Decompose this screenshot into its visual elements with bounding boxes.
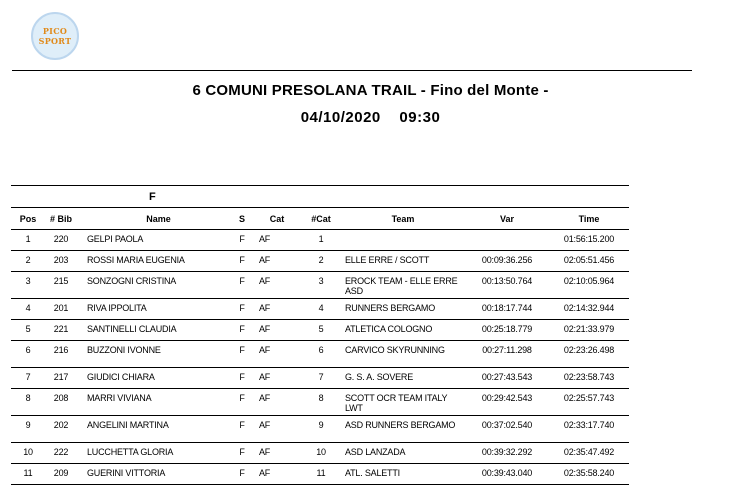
- table-row: [11, 320, 629, 341]
- col-header-team: Team: [341, 208, 465, 230]
- col-header-name: Name: [77, 208, 231, 230]
- cell-var: 00:27:43.543: [465, 368, 549, 389]
- cell-bib: 220: [45, 230, 77, 251]
- cell-sex: F: [231, 443, 253, 464]
- cell-time: 02:10:05.964: [549, 272, 629, 299]
- table-row: [11, 464, 629, 485]
- cell-time: 02:23:26.498: [549, 341, 629, 368]
- col-header-time: Time: [549, 208, 629, 230]
- cell-cat: AF: [253, 299, 301, 320]
- cell-ncat: 6: [301, 341, 341, 368]
- cell-ncat: 1: [301, 230, 341, 251]
- cell-sex: F: [231, 464, 253, 485]
- cell-name: LUCCHETTA GLORIA: [77, 443, 231, 464]
- cell-cat: AF: [253, 230, 301, 251]
- cell-var: 00:13:50.764: [465, 272, 549, 299]
- cell-ncat: 10: [301, 443, 341, 464]
- cell-bib: 202: [45, 416, 77, 443]
- cell-var: 00:27:11.298: [465, 341, 549, 368]
- cell-sex: F: [231, 320, 253, 341]
- category-header-row: [11, 186, 629, 208]
- cell-bib: 209: [45, 464, 77, 485]
- col-header-sex: S: [231, 208, 253, 230]
- col-header-pos: Pos: [11, 208, 45, 230]
- cell-ncat: 5: [301, 320, 341, 341]
- cell-var: 00:29:42.543: [465, 389, 549, 416]
- cell-cat: AF: [253, 341, 301, 368]
- cell-var: 00:25:18.779: [465, 320, 549, 341]
- cell-sex: F: [231, 368, 253, 389]
- col-header-bib: # Bib: [45, 208, 77, 230]
- cell-name: BUZZONI IVONNE: [77, 341, 231, 368]
- cell-bib: 201: [45, 299, 77, 320]
- cell-cat: AF: [253, 416, 301, 443]
- cell-team: ATL. SALETTI: [341, 464, 465, 485]
- cell-pos: 9: [11, 416, 45, 443]
- col-header-ncat: #Cat: [301, 208, 341, 230]
- table-row: [11, 389, 629, 416]
- cell-sex: F: [231, 341, 253, 368]
- cell-name: GUERINI VITTORIA: [77, 464, 231, 485]
- pico-sport-logo: [31, 12, 79, 60]
- cell-ncat: 2: [301, 251, 341, 272]
- cell-name: MARRI VIVIANA: [77, 389, 231, 416]
- cell-cat: AF: [253, 443, 301, 464]
- cell-name: GELPI PAOLA: [77, 230, 231, 251]
- cell-name: ROSSI MARIA EUGENIA: [77, 251, 231, 272]
- cell-team: ELLE ERRE / SCOTT: [341, 251, 465, 272]
- cell-sex: F: [231, 272, 253, 299]
- table-row: [11, 230, 629, 251]
- cell-bib: 208: [45, 389, 77, 416]
- cell-var: 00:39:43.040: [465, 464, 549, 485]
- cell-cat: AF: [253, 389, 301, 416]
- cell-var: 00:37:02.540: [465, 416, 549, 443]
- col-header-cat: Cat: [253, 208, 301, 230]
- cell-team: G. S. A. SOVERE: [341, 368, 465, 389]
- cell-pos: 8: [11, 389, 45, 416]
- cell-sex: F: [231, 416, 253, 443]
- cell-time: 02:23:58.743: [549, 368, 629, 389]
- cell-ncat: 9: [301, 416, 341, 443]
- cell-pos: 5: [11, 320, 45, 341]
- table-row: [11, 368, 629, 389]
- cell-cat: AF: [253, 251, 301, 272]
- cell-team: ASD RUNNERS BERGAMO: [341, 416, 465, 443]
- cell-time: 02:14:32.944: [549, 299, 629, 320]
- cell-bib: 221: [45, 320, 77, 341]
- logo-text: PICO SPORT: [38, 26, 72, 46]
- cell-bib: 217: [45, 368, 77, 389]
- cell-pos: 7: [11, 368, 45, 389]
- cell-ncat: 7: [301, 368, 341, 389]
- category-label: F: [77, 186, 629, 208]
- cell-pos: 11: [11, 464, 45, 485]
- cell-name: ANGELINI MARTINA: [77, 416, 231, 443]
- event-datetime: 04/10/2020 09:30: [300, 109, 441, 126]
- cell-cat: AF: [253, 320, 301, 341]
- cell-time: 02:33:17.740: [549, 416, 629, 443]
- cell-team: RUNNERS BERGAMO: [341, 299, 465, 320]
- results-table: [11, 185, 629, 485]
- cell-time: 02:05:51.456: [549, 251, 629, 272]
- table-row: [11, 443, 629, 464]
- results-table-body: [11, 230, 629, 485]
- cell-var: 00:39:32.292: [465, 443, 549, 464]
- cell-pos: 10: [11, 443, 45, 464]
- cell-time: 02:35:47.492: [549, 443, 629, 464]
- cell-bib: 203: [45, 251, 77, 272]
- cell-name: SANTINELLI CLAUDIA: [77, 320, 231, 341]
- table-row: [11, 272, 629, 299]
- cell-team: [341, 230, 465, 251]
- cell-cat: AF: [253, 368, 301, 389]
- column-header-row: [11, 208, 629, 230]
- cell-team: CARVICO SKYRUNNING: [341, 341, 465, 368]
- cell-bib: 216: [45, 341, 77, 368]
- cell-name: SONZOGNI CRISTINA: [77, 272, 231, 299]
- cell-pos: 3: [11, 272, 45, 299]
- cell-ncat: 3: [301, 272, 341, 299]
- cell-time: 01:56:15.200: [549, 230, 629, 251]
- cell-ncat: 8: [301, 389, 341, 416]
- table-row: [11, 416, 629, 443]
- cell-pos: 4: [11, 299, 45, 320]
- cell-bib: 222: [45, 443, 77, 464]
- col-header-var: Var: [465, 208, 549, 230]
- results-table-container: [11, 185, 629, 485]
- cell-time: 02:35:58.240: [549, 464, 629, 485]
- event-title: 6 COMUNI PRESOLANA TRAIL - Fino del Monte -: [192, 82, 549, 99]
- cell-time: 02:21:33.979: [549, 320, 629, 341]
- cell-sex: F: [231, 389, 253, 416]
- header-divider: [12, 70, 692, 71]
- cell-var: 00:09:36.256: [465, 251, 549, 272]
- cell-team: SCOTT OCR TEAM ITALY LWT: [341, 389, 465, 416]
- cell-team: ASD LANZADA: [341, 443, 465, 464]
- cell-pos: 1: [11, 230, 45, 251]
- table-row: [11, 251, 629, 272]
- cell-team: EROCK TEAM - ELLE ERRE ASD: [341, 272, 465, 299]
- cell-cat: AF: [253, 272, 301, 299]
- table-row: [11, 299, 629, 320]
- cell-cat: AF: [253, 464, 301, 485]
- cell-pos: 6: [11, 341, 45, 368]
- cell-time: 02:25:57.743: [549, 389, 629, 416]
- table-row: [11, 341, 629, 368]
- cell-ncat: 4: [301, 299, 341, 320]
- cell-pos: 2: [11, 251, 45, 272]
- cell-name: GIUDICI CHIARA: [77, 368, 231, 389]
- cell-sex: F: [231, 299, 253, 320]
- cell-sex: F: [231, 251, 253, 272]
- cell-bib: 215: [45, 272, 77, 299]
- cell-ncat: 11: [301, 464, 341, 485]
- cell-var: [465, 230, 549, 251]
- cell-team: ATLETICA COLOGNO: [341, 320, 465, 341]
- cell-var: 00:18:17.744: [465, 299, 549, 320]
- cell-sex: F: [231, 230, 253, 251]
- cell-name: RIVA IPPOLITA: [77, 299, 231, 320]
